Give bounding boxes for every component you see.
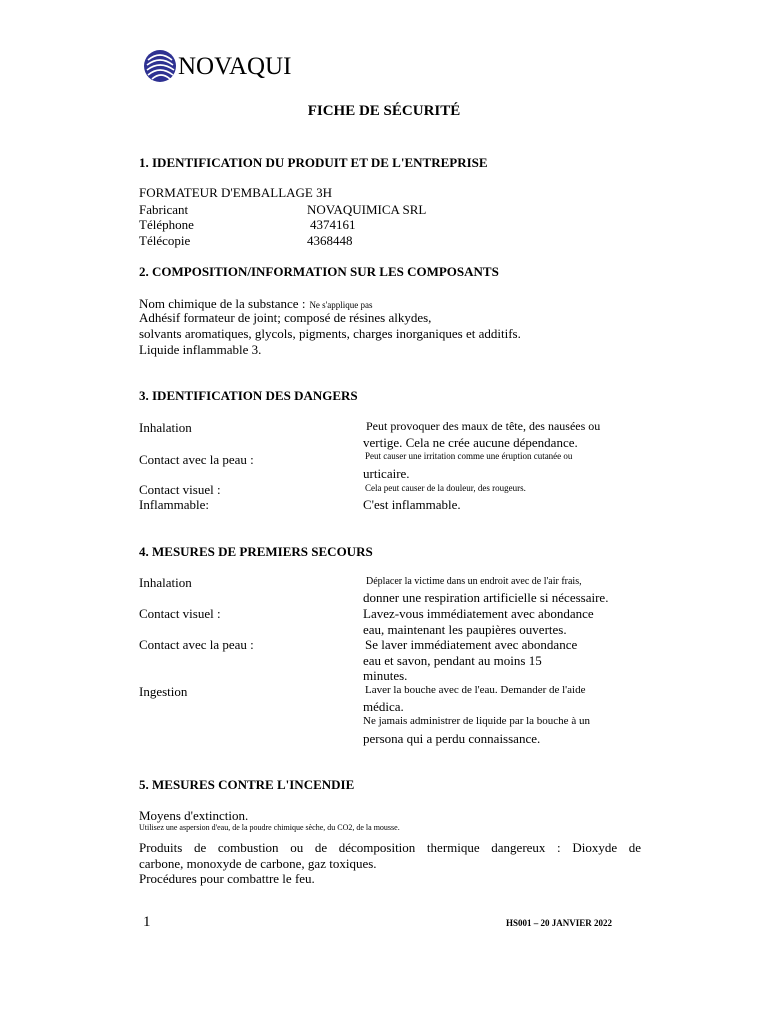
phone-label: Téléphone bbox=[139, 217, 194, 232]
aid-inhalation-label: Inhalation bbox=[139, 575, 192, 590]
aid-skin-line-1: Se laver immédiatement avec abondance bbox=[365, 637, 578, 652]
logo-wordmark: NOVAQUI bbox=[178, 52, 292, 80]
hazard-eye-line-1: Cela peut causer de la douleur, des rougeurs. bbox=[365, 483, 526, 493]
company-logo bbox=[143, 46, 291, 86]
composition-line-1: Adhésif formateur de joint; composé de résines alkydes, bbox=[139, 310, 432, 325]
aid-eye-label: Contact visuel : bbox=[139, 606, 221, 621]
aid-inhalation-line-1: Déplacer la victime dans un endroit avec de l'air frais, bbox=[366, 576, 582, 587]
aid-eye-line-2: eau, maintenant les paupières ouvertes. bbox=[363, 622, 567, 637]
fax-value: 4368448 bbox=[307, 233, 353, 248]
substance-label: Nom chimique de la substance : bbox=[139, 296, 306, 311]
aid-skin-label: Contact avec la peau : bbox=[139, 637, 254, 652]
manufacturer-label: Fabricant bbox=[139, 202, 189, 217]
section-5-heading: 5. MESURES CONTRE L'INCENDIE bbox=[139, 777, 355, 792]
extinction-means-detail: Utilisez une aspersion d'eau, de la poudre chimique sèche, du CO2, de la mousse. bbox=[139, 823, 400, 832]
substance-value: Ne s'applique pas bbox=[309, 300, 373, 310]
aid-ingestion-line-4: persona qui a perdu connaissance. bbox=[363, 731, 541, 746]
aid-ingestion-label: Ingestion bbox=[139, 684, 188, 699]
page-title: FICHE DE SÉCURITÉ bbox=[307, 103, 461, 119]
composition-line-3: Liquide inflammable 3. bbox=[139, 342, 262, 357]
section-1-heading: 1. IDENTIFICATION DU PRODUIT ET DE L'ENTREPRISE bbox=[139, 155, 488, 170]
hazard-flammable-line-1: C'est inflammable. bbox=[363, 497, 461, 512]
aid-eye-line-1: Lavez-vous immédiatement avec abondance bbox=[363, 606, 594, 621]
page-number: 1 bbox=[143, 914, 151, 930]
fingerprint-logo-icon bbox=[143, 46, 177, 86]
hazard-flammable-label: Inflammable: bbox=[139, 497, 210, 512]
aid-skin-line-3: minutes. bbox=[363, 668, 408, 683]
combustion-products-line-1: Produits de combustion ou de décomposition thermique dangereux : Dioxyde de bbox=[139, 840, 641, 855]
firefighting-procedures: Procédures pour combattre le feu. bbox=[139, 871, 315, 886]
aid-ingestion-line-2: médica. bbox=[363, 699, 404, 714]
aid-inhalation-line-2: donner une respiration artificielle si nécessaire. bbox=[363, 590, 609, 605]
phone-value: 4374161 bbox=[310, 217, 356, 232]
section-3-heading: 3. IDENTIFICATION DES DANGERS bbox=[139, 388, 358, 403]
hazard-skin-line-1: Peut causer une irritation comme une éruption cutanée ou bbox=[365, 451, 573, 461]
hazard-inhalation-line-1: Peut provoquer des maux de tête, des nausées ou bbox=[366, 419, 601, 433]
hazard-eye-label: Contact visuel : bbox=[139, 482, 221, 497]
product-name: FORMATEUR D'EMBALLAGE 3H bbox=[139, 185, 333, 200]
hazard-inhalation-label: Inhalation bbox=[139, 420, 192, 435]
hazard-skin-label: Contact avec la peau : bbox=[139, 452, 254, 467]
section-4-heading: 4. MESURES DE PREMIERS SECOURS bbox=[139, 544, 373, 559]
extinction-means: Moyens d'extinction. bbox=[139, 808, 249, 823]
aid-ingestion-line-1: Laver la bouche avec de l'eau. Demander de l'aide bbox=[365, 684, 586, 696]
manufacturer-value: NOVAQUIMICA SRL bbox=[307, 202, 427, 217]
aid-ingestion-line-3: Ne jamais administrer de liquide par la bouche à un bbox=[363, 715, 590, 727]
combustion-products-line-2: carbone, monoxyde de carbone, gaz toxiques. bbox=[139, 856, 377, 871]
composition-line-2: solvants aromatiques, glycols, pigments, charges inorganiques et additifs. bbox=[139, 326, 521, 341]
hazard-inhalation-line-2: vertige. Cela ne crée aucune dépendance. bbox=[363, 435, 578, 450]
section-2-heading: 2. COMPOSITION/INFORMATION SUR LES COMPOSANTS bbox=[139, 264, 499, 279]
aid-skin-line-2: eau et savon, pendant au moins 15 bbox=[363, 653, 542, 668]
document-reference: HS001 – 20 JANVIER 2022 bbox=[506, 918, 613, 928]
fax-label: Télécopie bbox=[139, 233, 191, 248]
hazard-skin-line-2: urticaire. bbox=[363, 466, 410, 481]
